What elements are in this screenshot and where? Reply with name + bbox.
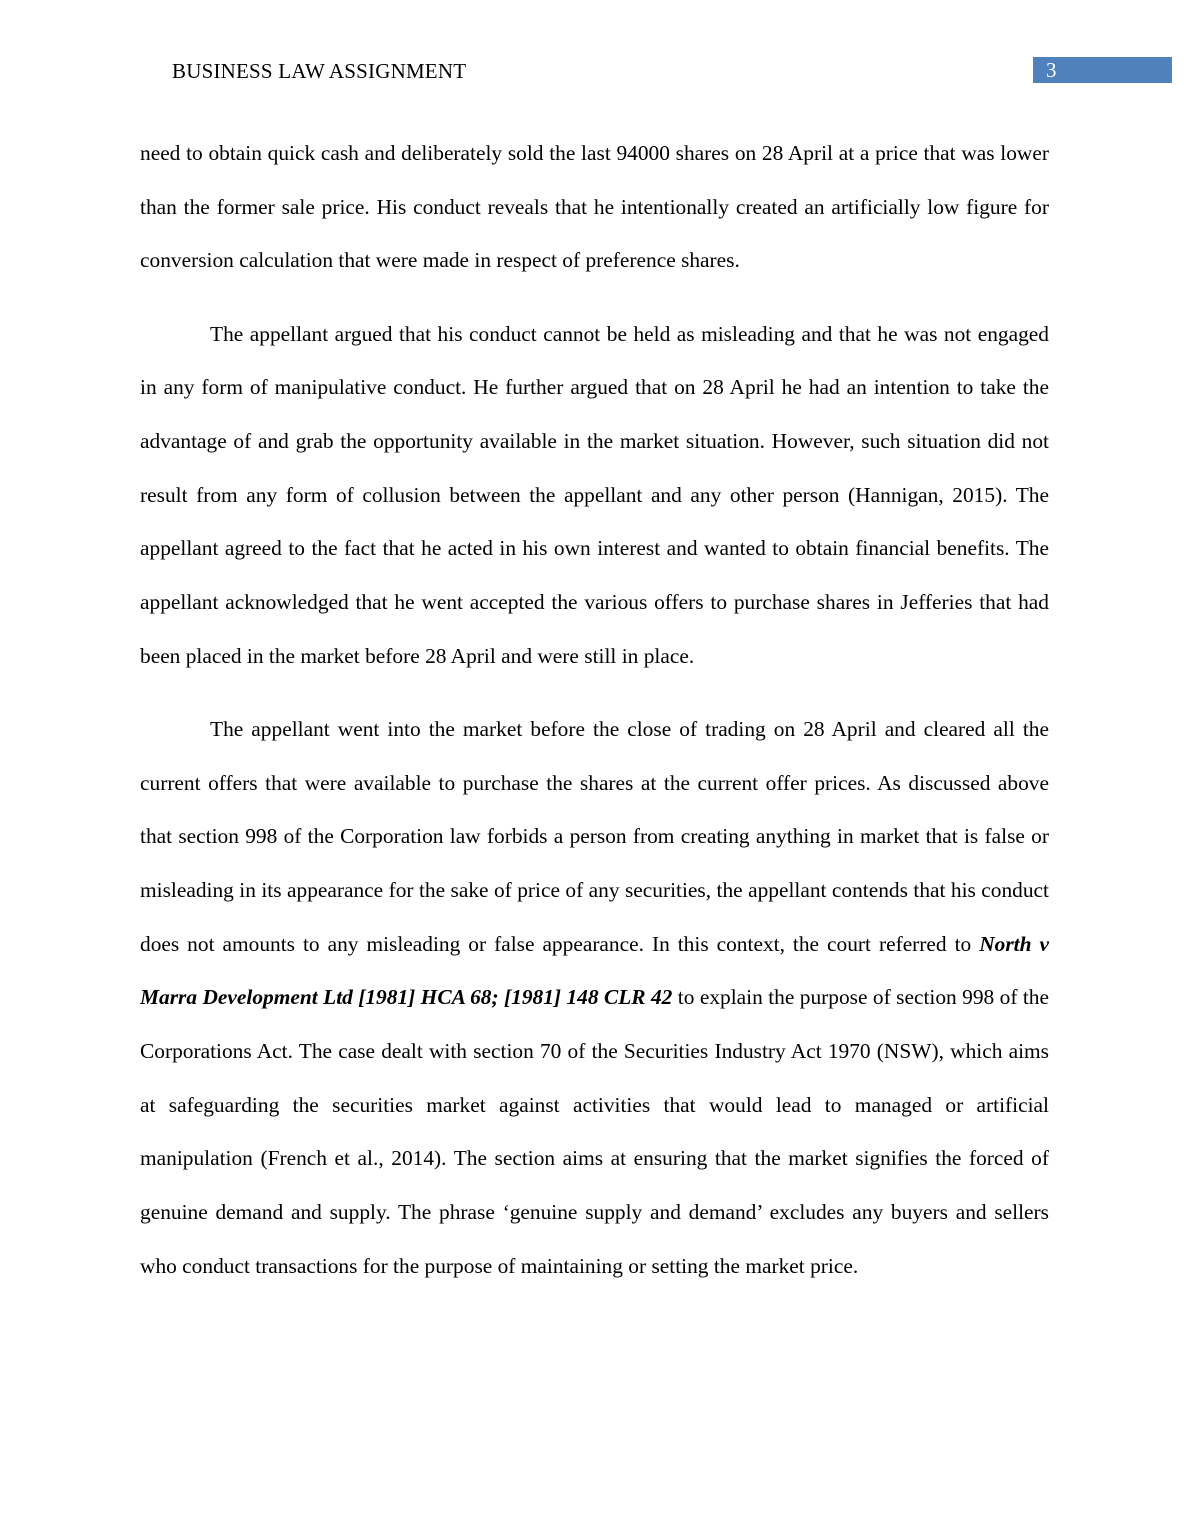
page-number-badge [1033, 57, 1172, 83]
paragraph-appellant-argument: The appellant argued that his conduct cannot be held as misleading and that he was not engaged in any form of manipulative conduct. He further argued that on 28 April he had an intention to take the advantage of and grab the opportunity available in the market situation. However, such situation did not result from any form of collusion between the appellant and any other person (Hannigan, 2015). The appellant agreed to the fact that he acted in his own interest and wanted to obtain financial benefits. The appellant acknowledged that he went accepted the various offers to purchase shares in Jefferies that had been placed in the market before 28 April and were still in place. [140, 321, 1049, 668]
paragraph-text-before-citation: The appellant went into the market before the close of trading on 28 April and cleared all the current offers that were available to purchase the shares at the current offer prices. As discussed above that section 998 of the Corporation law forbids a person from creating anything in market that is false or misleading in its appearance for the sake of price of any securities, the appellant contends that his conduct does not amounts to any misleading or false appearance. In this context, the court referred to [140, 716, 1049, 956]
paragraph-continued: need to obtain quick cash and deliberately sold the last 94000 shares on 28 April at a price that was lower than the former sale price. His conduct reveals that he intentionally created an artificially low figure for conversion calculation that were made in respect of preference shares. [140, 141, 1049, 273]
page-number: 3 [1046, 58, 1057, 82]
case-citation: North v Marra Development Ltd [1981] HCA 68; [1981] 148 CLR 42 [140, 931, 1049, 1010]
running-header-title: BUSINESS LAW ASSIGNMENT [172, 59, 467, 83]
document-body [140, 127, 1049, 1294]
paragraph-text-after-citation: to explain the purpose of section 998 of the Corporations Act. The case dealt with section 70 of the Securities Industry Act 1970 (NSW), which aims at safeguarding the securities market against activities that would lead to managed or artificial manipulation (French et al., 2014). The section aims at ensuring that the market signifies the forced of genuine demand and supply. The phrase ‘genuine supply and demand’ excludes any buyers and sellers who conduct transactions for the purpose of maintaining or setting the market price. [140, 985, 1049, 1278]
paragraph-market-conduct [140, 703, 1049, 1294]
